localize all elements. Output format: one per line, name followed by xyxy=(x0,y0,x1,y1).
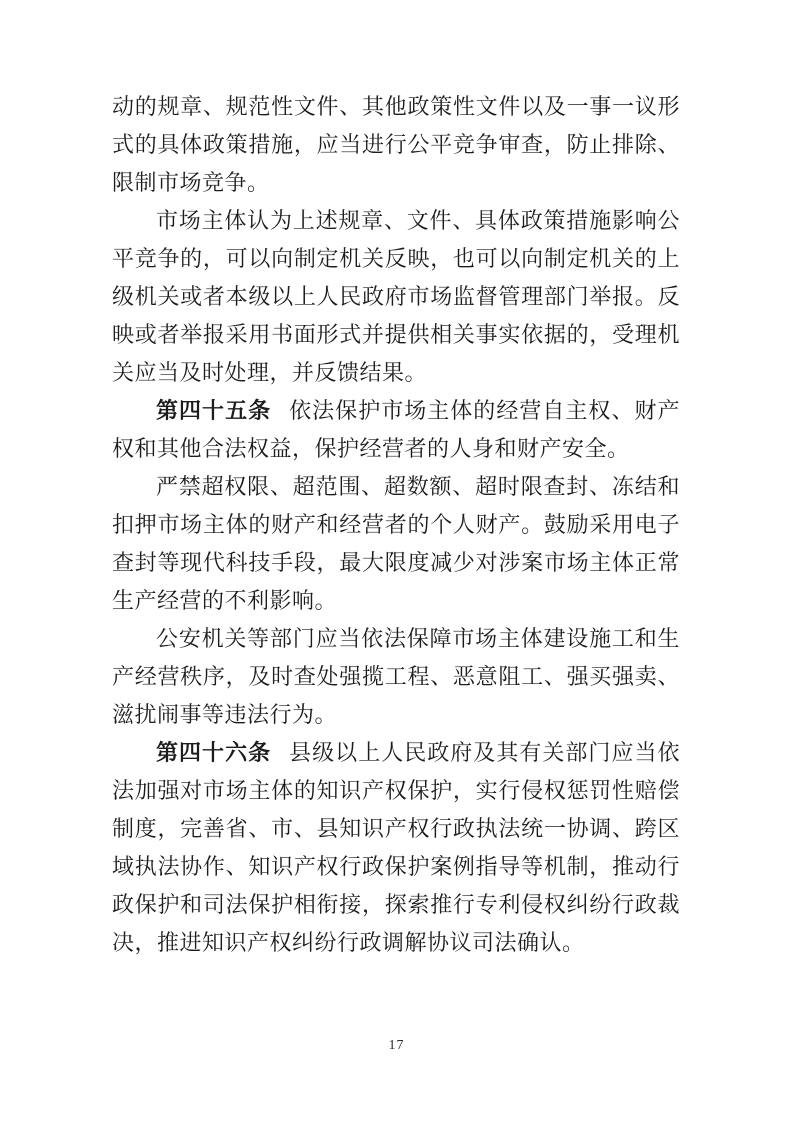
paragraph-text: 严禁超权限、超范围、超数额、超时限查封、冻结和扣押市场主体的财产和经营者的个人财产。鼓励采用电子查封等现代科技手段，最大限度减少对涉案市场主体正常生产经营的不利影响。 xyxy=(112,474,680,613)
document-body xyxy=(112,88,680,962)
paragraph-text: 动的规章、规范性文件、其他政策性文件以及一事一议形式的具体政策措施，应当进行公平竞争审查，防止排除、限制市场竞争。 xyxy=(112,94,680,195)
paragraph xyxy=(112,468,680,620)
paragraph-article-46 xyxy=(112,734,680,962)
paragraph-article-45 xyxy=(112,392,680,468)
paragraph xyxy=(112,202,680,392)
paragraph-continuation xyxy=(112,88,680,202)
paragraph-text: 依法保护市场主体的经营自主权、财产权和其他合法权益，保护经营者的人身和财产安全。 xyxy=(112,398,680,461)
paragraph-text: 公安机关等部门应当依法保障市场主体建设施工和生产经营秩序，及时查处强揽工程、恶意阻工、强买强卖、滋扰闹事等违法行为。 xyxy=(112,626,680,727)
article-number: 第四十六条 xyxy=(156,740,272,765)
paragraph-text: 市场主体认为上述规章、文件、具体政策措施影响公平竞争的，可以向制定机关反映，也可以向制定机关的上级机关或者本级以上人民政府市场监督管理部门举报。反映或者举报采用书面形式并提供相关事实依据的，受理机关应当及时处理，并反馈结果。 xyxy=(112,208,680,385)
article-number: 第四十五条 xyxy=(156,398,272,423)
page-number: 17 xyxy=(388,1038,405,1053)
paragraph-text: 县级以上人民政府及其有关部门应当依法加强对市场主体的知识产权保护，实行侵权惩罚性赔偿制度，完善省、市、县知识产权行政执法统一协调、跨区域执法协作、知识产权行政保护案例指导等机制，推动行政保护和司法保护相衔接，探索推行专利侵权纠纷行政裁决，推进知识产权纠纷行政调解协议司法确认。 xyxy=(112,740,680,955)
paragraph xyxy=(112,620,680,734)
